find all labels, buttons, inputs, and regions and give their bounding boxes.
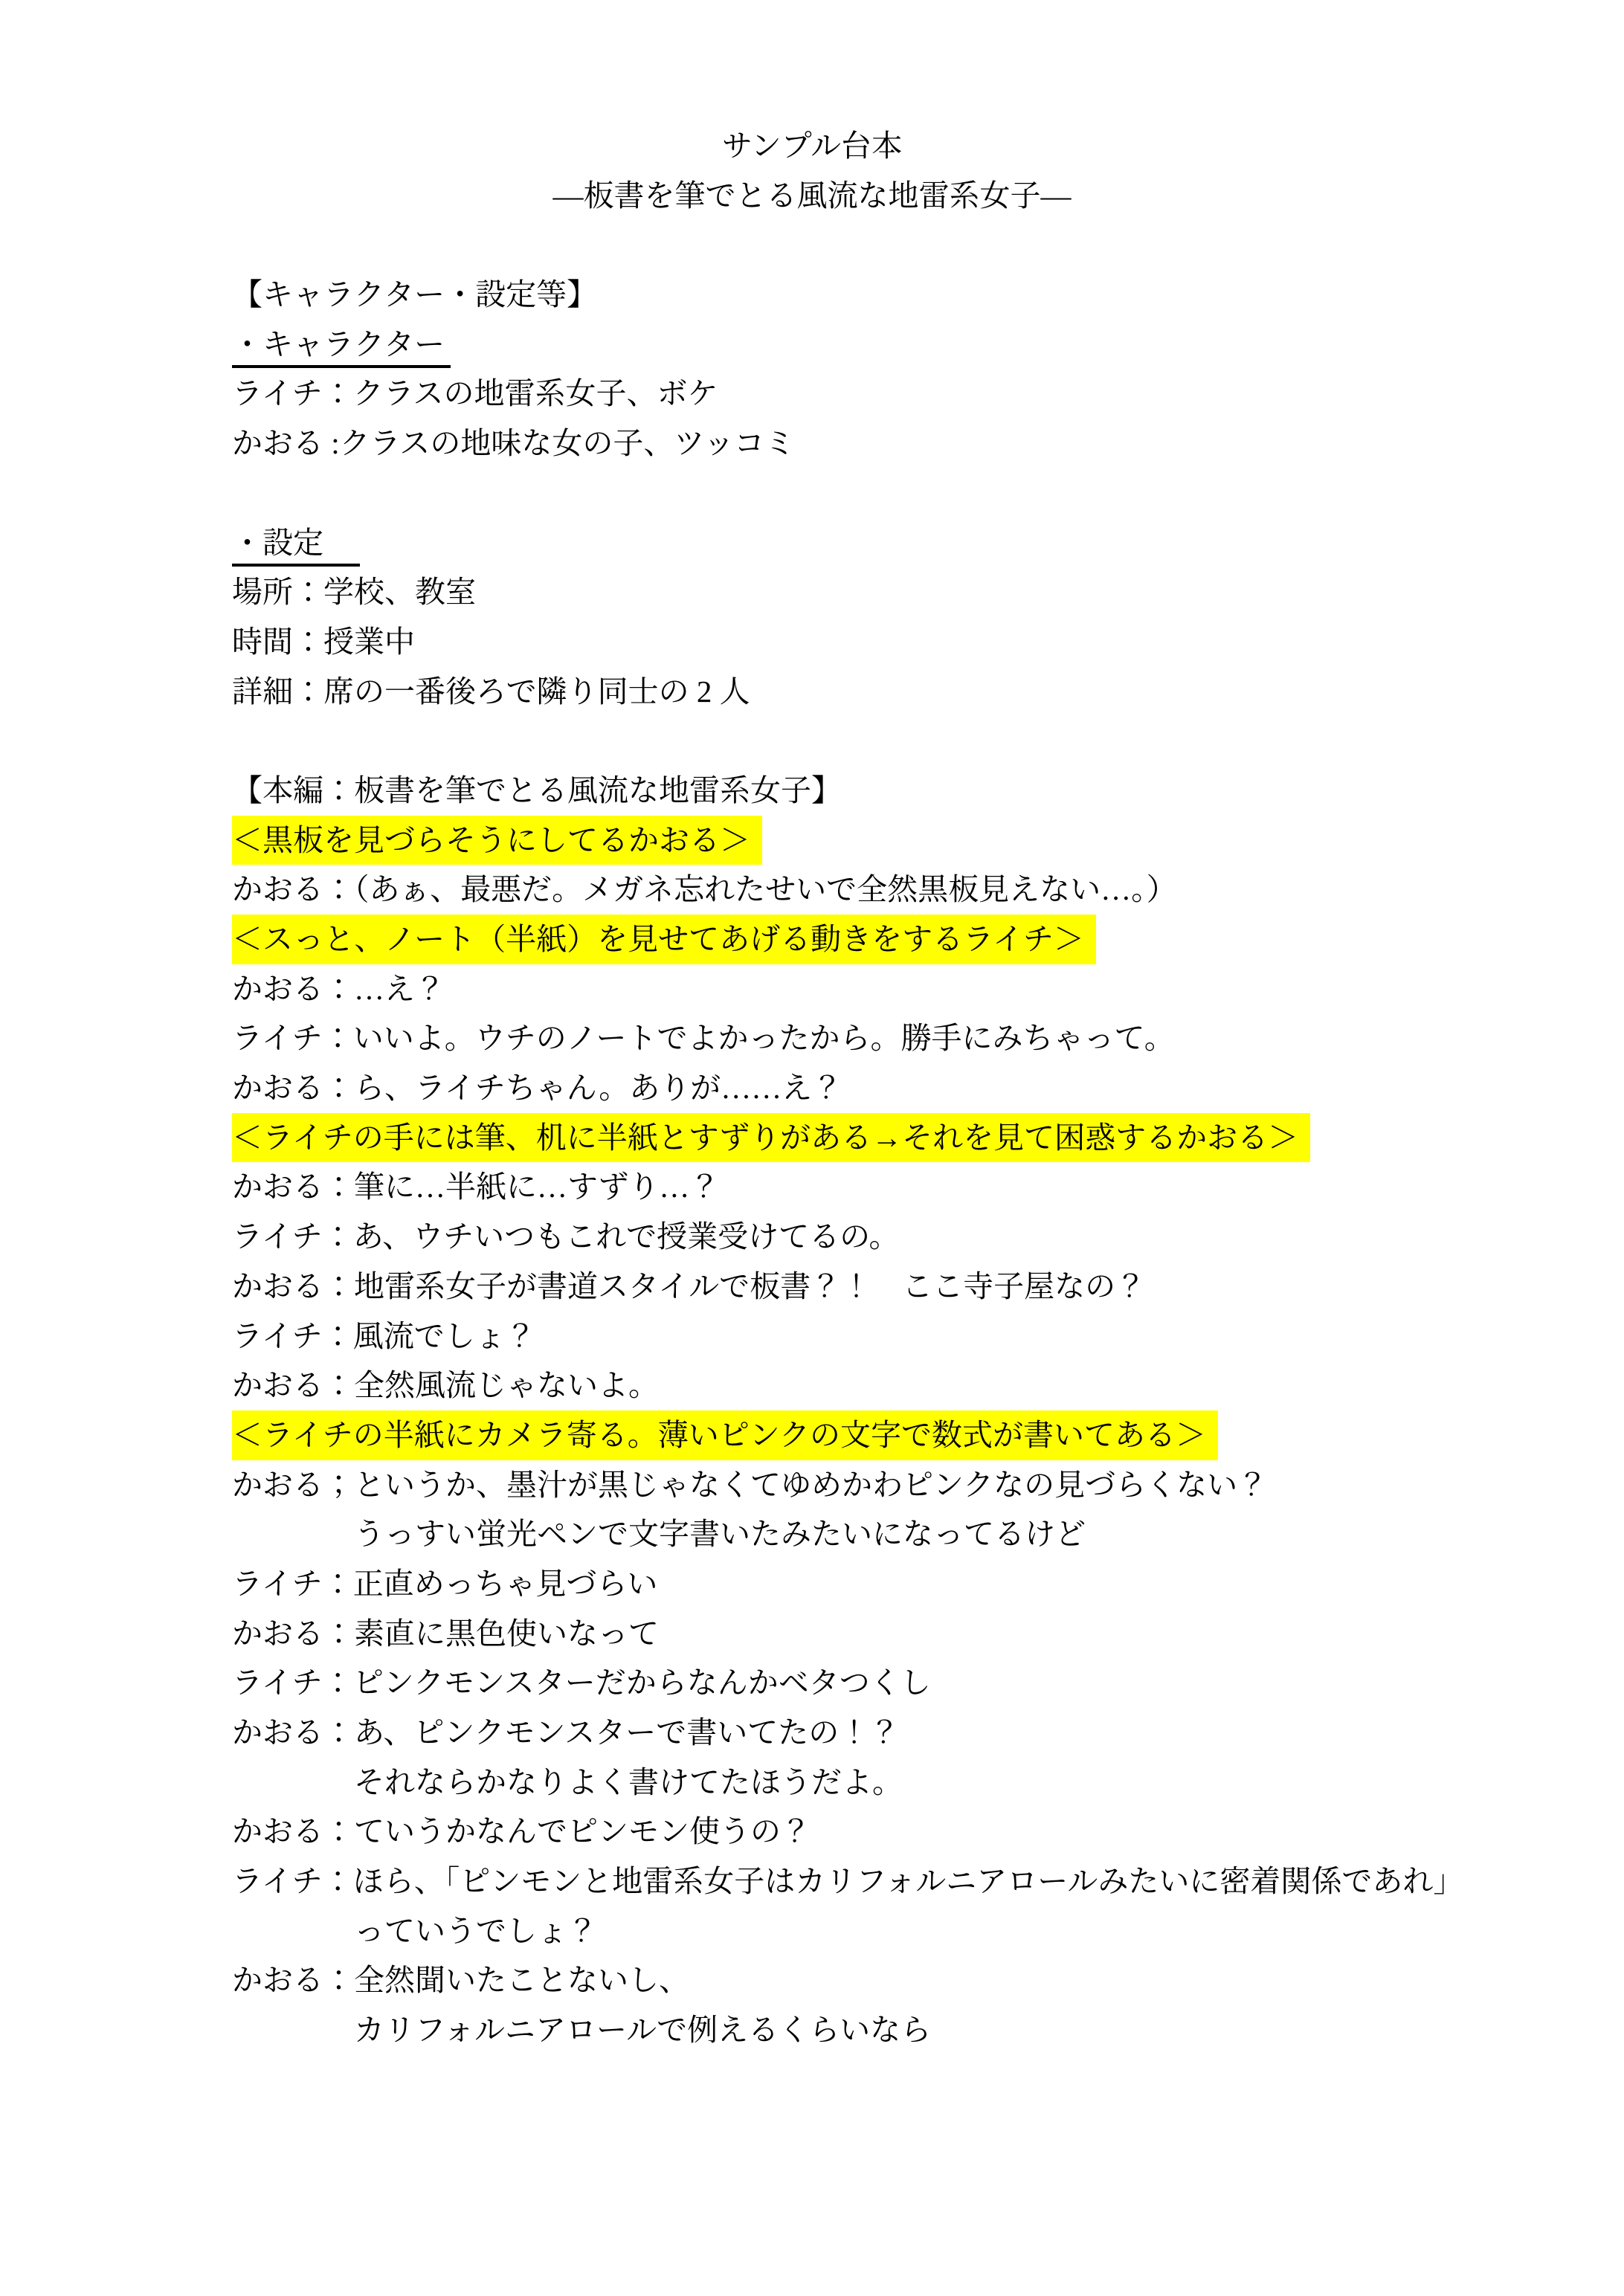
stage-direction [232,915,1624,964]
blank-line [232,220,1624,270]
dialogue-line: 時間：授業中 [232,624,415,659]
dialogue-continuation: カリフォルニアロールで例えるくらいなら [354,2013,932,2048]
dialogue-line: かおる：全然風流じゃないよ。 [232,1368,659,1403]
dialogue-line: 詳細：席の一番後ろで隣り同士の 2 人 [232,674,750,709]
subsection-heading [232,518,1624,568]
blank-line [232,468,1624,518]
stage-direction-text: ＜ライチの手には筆、机に半紙とすずりがある→それを見て困惑するかおる＞ [232,1113,1310,1163]
stage-direction [232,1113,1624,1163]
dialogue-line: かおる：素直に黒色使いなって [232,1616,659,1651]
script-body [232,220,1624,2054]
dialogue-line: かおる：…え？ [232,971,445,1006]
subsection-heading-text: ・キャラクター [232,327,451,368]
dialogue-line: ライチ：ピンクモンスターだからなんかベタつくし [232,1665,931,1700]
dialogue-line: かおる：あ、ピンクモンスターで書いてたの！？ [232,1715,900,1750]
dialogue-line: ライチ：あ、ウチいつもこれで授業受けてるの。 [232,1219,900,1254]
dialogue-line: かおる：ていうかなんでピンモン使うの？ [232,1814,811,1849]
dialogue-line: かおる；というか、墨汁が黒じゃなくてゆめかわピンクなの見づらくない？ [232,1467,1269,1502]
page-subtitle: ―板書を筆でとる風流な地雷系女子― [552,178,1072,213]
dialogue-line: 場所：学校、教室 [232,575,476,610]
section-heading: 【本編：板書を筆でとる風流な地雷系女子】 [232,773,842,807]
dialogue-continuation: それならかなりよく書けてたほうだよ。 [354,1764,903,1799]
dialogue-line: ライチ：ほら、「ピンモンと地雷系女子はカリフォルニアロールみたいに密着関係であれ」 [232,1864,1464,1899]
stage-direction [232,816,1624,865]
dialogue-line: ライチ：風流でしょ？ [232,1318,536,1353]
blank-line [232,716,1624,766]
dialogue-line: ライチ：正直めっちゃ見づらい [232,1566,658,1601]
page-title: サンプル台本 [721,129,903,163]
dialogue-continuation: うっすい蛍光ペンで文字書いたみたいになってるけど [354,1517,1086,1552]
dialogue-line: かおる :クラスの地味な女の子、ツッコミ [232,426,796,461]
dialogue-line: かおる：全然聞いたことないし、 [232,1963,689,1998]
subsection-heading [232,320,1624,370]
stage-direction-text: ＜スっと、ノート（半紙）を見せてあげる動きをするライチ＞ [232,915,1096,964]
dialogue-continuation: っていうでしょ？ [354,1913,598,1948]
dialogue-line: かおる：筆に…半紙に…すずり…？ [232,1170,721,1205]
subsection-heading-text: ・設定 [232,526,360,567]
dialogue-line: かおる：ら、ライチちゃん。ありが……え？ [232,1071,843,1106]
dialogue-line: ライチ：クラスの地雷系女子、ボケ [232,376,718,411]
dialogue-line: ライチ：いいよ。ウチのノートでよかったから。勝手にみちゃって。 [232,1021,1175,1056]
stage-direction-text: ＜ライチの半紙にカメラ寄る。薄いピンクの文字で数式が書いてある＞ [232,1410,1218,1460]
stage-direction-text: ＜黒板を見づらそうにしてるかおる＞ [232,816,762,865]
section-heading: 【キャラクター・設定等】 [232,277,598,312]
dialogue-line: かおる：（あぁ、最悪だ。メガネ忘れたせいで全然黒板見えない…。） [232,872,1177,907]
stage-direction [232,1410,1624,1460]
document-header [0,121,1624,220]
dialogue-line: かおる：地雷系女子が書道スタイルで板書？！ ここ寺子屋なの？ [232,1268,1147,1303]
